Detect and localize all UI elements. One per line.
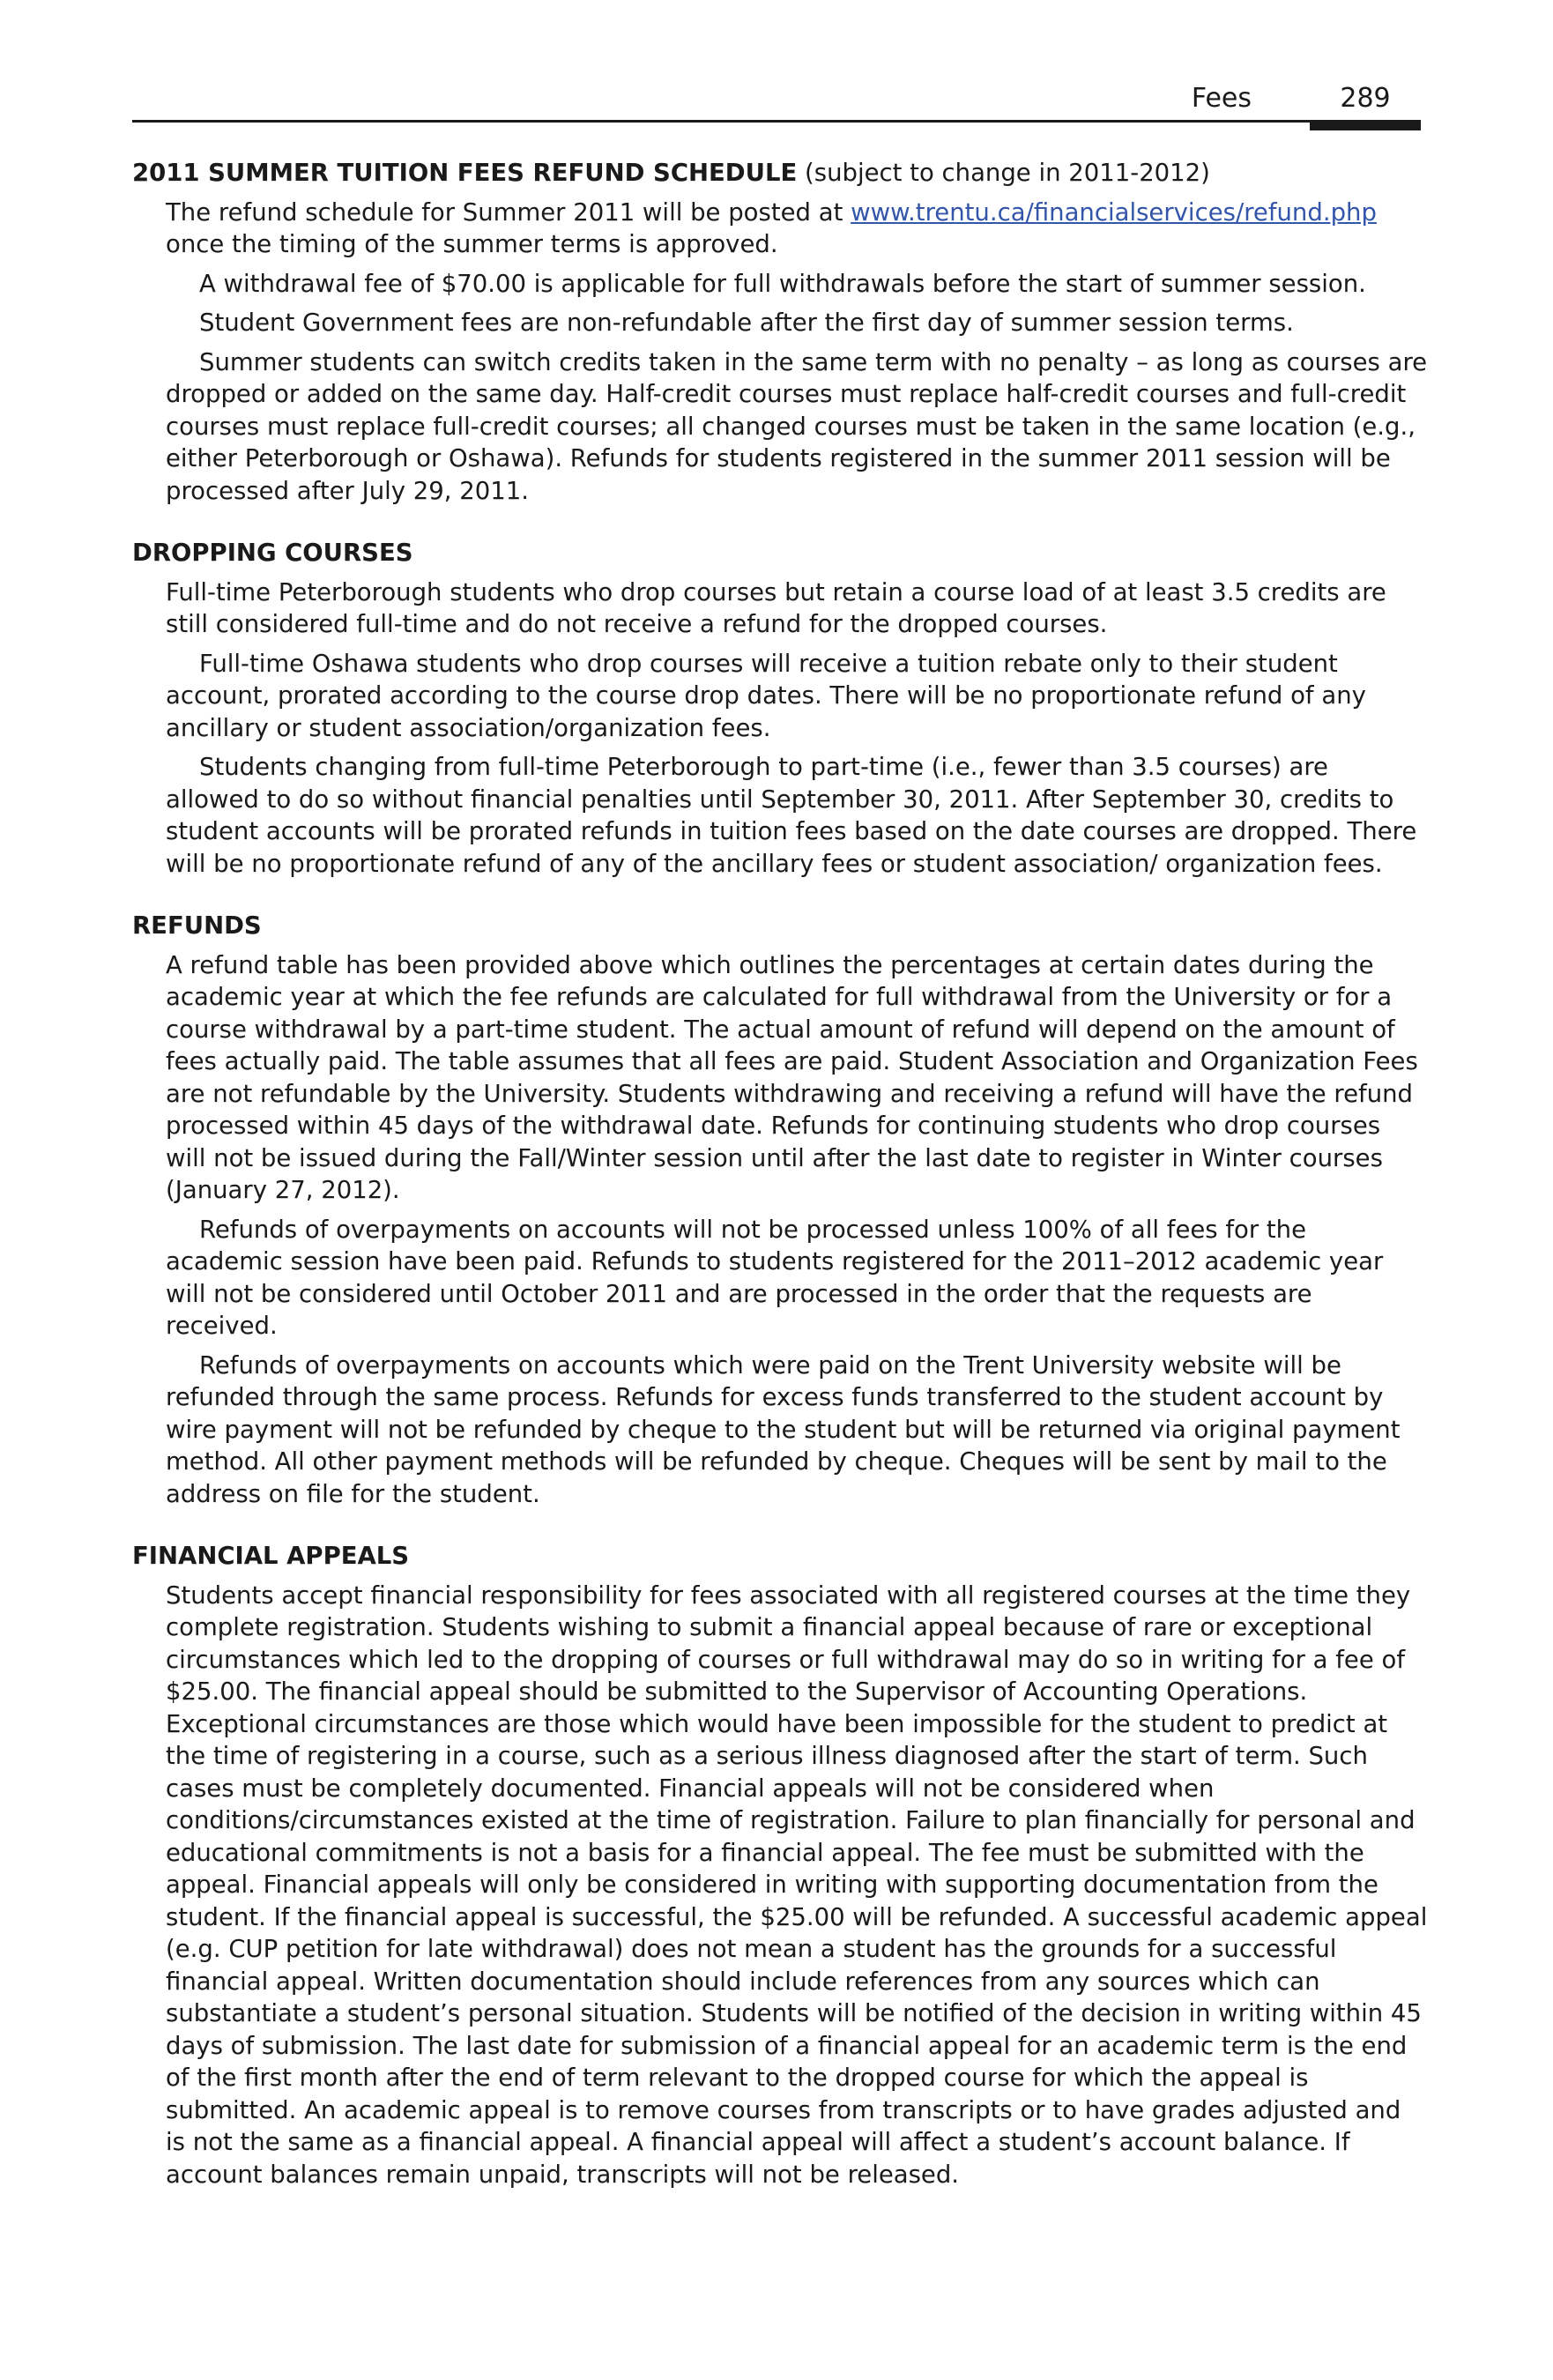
appeals-paragraph-1: Students accept financial responsibility for fees associated with all registered courses at the time they complete registration. Students wishing to submit a financial appeal because of rare or exceptional circumstances which led to the dropping of courses or full withdrawal may do so in writing for a fee of $25.00. The financial appeal should be submitted to the Supervisor of Accounting Operations. Exceptional circumstances are those which would have been impossible for the student to predict at the time of registering in a course, such as a serious illness diagnosed after the start of term. Such cases must be completely documented. Financial appeals will not be considered when conditions/circumstances existed at the time of registration. Failure to plan financially for personal and educational commitments is not a basis for a financial appeal. The fee must be submitted with the appeal. Financial appeals will only be considered in writing with supporting documentation from the student. If the financial appeal is successful, the $25.00 will be refunded. A successful academic appeal (e.g. CUP petition for late withdrawal) does not mean a student has the grounds for a successful financial appeal. Written documentation should include references from any sources which can substantiate a student’s personal situation. Students will be notified of the decision in writing within 45 days of submission. The last date for submission of a financial appeal for an academic term is the end of the first month after the end of term relevant to the dropped course for which the appeal is submitted. An academic appeal is to remove courses from transcripts or to have grades adjusted and is not the same as a financial appeal. A financial appeal will affect a student’s account balance. If account balances remain unpaid, transcripts will not be released. bbox=[166, 1580, 1428, 2189]
financial-appeals-heading: FINANCIAL APPEALS bbox=[132, 1542, 410, 1570]
summer-paragraph-4: Summer students can switch credits taken in the same term with no penalty – as long as courses are dropped or added on the same day. Half-credit courses must replace half-credit courses and full-credit courses must replace full-credit courses; all changed courses must be taken in the same location (e.g., either Peterborough or Oshawa). Refunds for students registered in the summer 2011 session will be processed after July 29, 2011. bbox=[166, 347, 1428, 505]
running-head bbox=[1192, 81, 1421, 116]
page-number: 289 bbox=[1340, 83, 1391, 114]
financial-appeals-section bbox=[132, 1540, 1428, 2190]
refunds-section bbox=[132, 910, 1428, 1510]
refunds-paragraph-2: Refunds of overpayments on accounts will not be processed unless 100% of all fees for the academic session have been paid. Refunds to students registered for the 2011–2012 academic year will not be considered until October 2011 and are processed in the order that the requests are received. bbox=[166, 1215, 1384, 1340]
summer-paragraph-3: Student Government fees are non-refundable after the first day of summer session terms. bbox=[199, 309, 1294, 337]
header-rule bbox=[132, 120, 1421, 123]
refund-page-link[interactable]: www.trentu.ca/financialservices/refund.php bbox=[851, 197, 1377, 227]
page-header bbox=[132, 81, 1421, 123]
section-name: Fees bbox=[1191, 83, 1252, 114]
dropping-paragraph-3: Students changing from full-time Peterborough to part-time (i.e., fewer than 3.5 courses) are allowed to do so without financial penalties until September 30, 2011. After September 30, credits to student accounts will be prorated refunds in tuition fees based on the date courses are dropped. There will be no proportionate refund of any of the ancillary fees or student association/ organization fees. bbox=[166, 753, 1417, 878]
dropping-courses-heading: DROPPING COURSES bbox=[132, 539, 413, 567]
summer-refund-section bbox=[132, 157, 1428, 507]
summer-p1-text-after: once the timing of the summer terms is approved. bbox=[166, 230, 778, 258]
summer-paragraph-1 bbox=[166, 197, 1428, 261]
summer-refund-subtitle: (subject to change in 2011-2012) bbox=[805, 159, 1210, 187]
refunds-heading: REFUNDS bbox=[132, 911, 262, 940]
refunds-paragraph-1: A refund table has been provided above which outlines the percentages at certain dates during the academic year at which the fee refunds are calculated for full withdrawal from the University or for a course withdrawal by a part-time student. The actual amount of refund will depend on the amount of fees actually paid. The table assumes that all fees are paid. Student Association and Organization Fees are not refundable by the University. Students withdrawing and receiving a refund will have the refund processed within 45 days of the withdrawal date. Refunds for continuing students who drop courses will not be issued during the Fall/Winter session until after the last date to register in Winter courses (January 27, 2012). bbox=[166, 950, 1418, 1204]
page-content bbox=[132, 157, 1428, 2220]
summer-refund-heading bbox=[132, 157, 1428, 190]
page-number-tab bbox=[1310, 120, 1421, 130]
summer-p1-text: The refund schedule for Summer 2011 will be posted at bbox=[166, 197, 843, 227]
summer-paragraph-2: A withdrawal fee of $70.00 is applicable for full withdrawals before the start of summer session. bbox=[199, 269, 1366, 298]
dropping-paragraph-2: Full-time Oshawa students who drop courses will receive a tuition rebate only to their student account, prorated according to the course drop dates. There will be no proportionate refund of any ancillary or student association/organization fees. bbox=[166, 649, 1366, 742]
refunds-paragraph-3: Refunds of overpayments on accounts which were paid on the Trent University website will be refunded through the same process. Refunds for excess funds transferred to the student account by wire payment will not be refunded by cheque to the student but will be returned via original payment method. All other payment methods will be refunded by cheque. Cheques will be sent by mail to the address on file for the student. bbox=[166, 1350, 1401, 1508]
summer-refund-title: 2011 SUMMER TUITION FEES REFUND SCHEDULE bbox=[132, 159, 798, 187]
dropping-courses-section bbox=[132, 537, 1428, 880]
dropping-paragraph-1: Full-time Peterborough students who drop courses but retain a course load of at least 3.5 credits are still considered full-time and do not receive a refund for the dropped courses. bbox=[166, 577, 1386, 638]
